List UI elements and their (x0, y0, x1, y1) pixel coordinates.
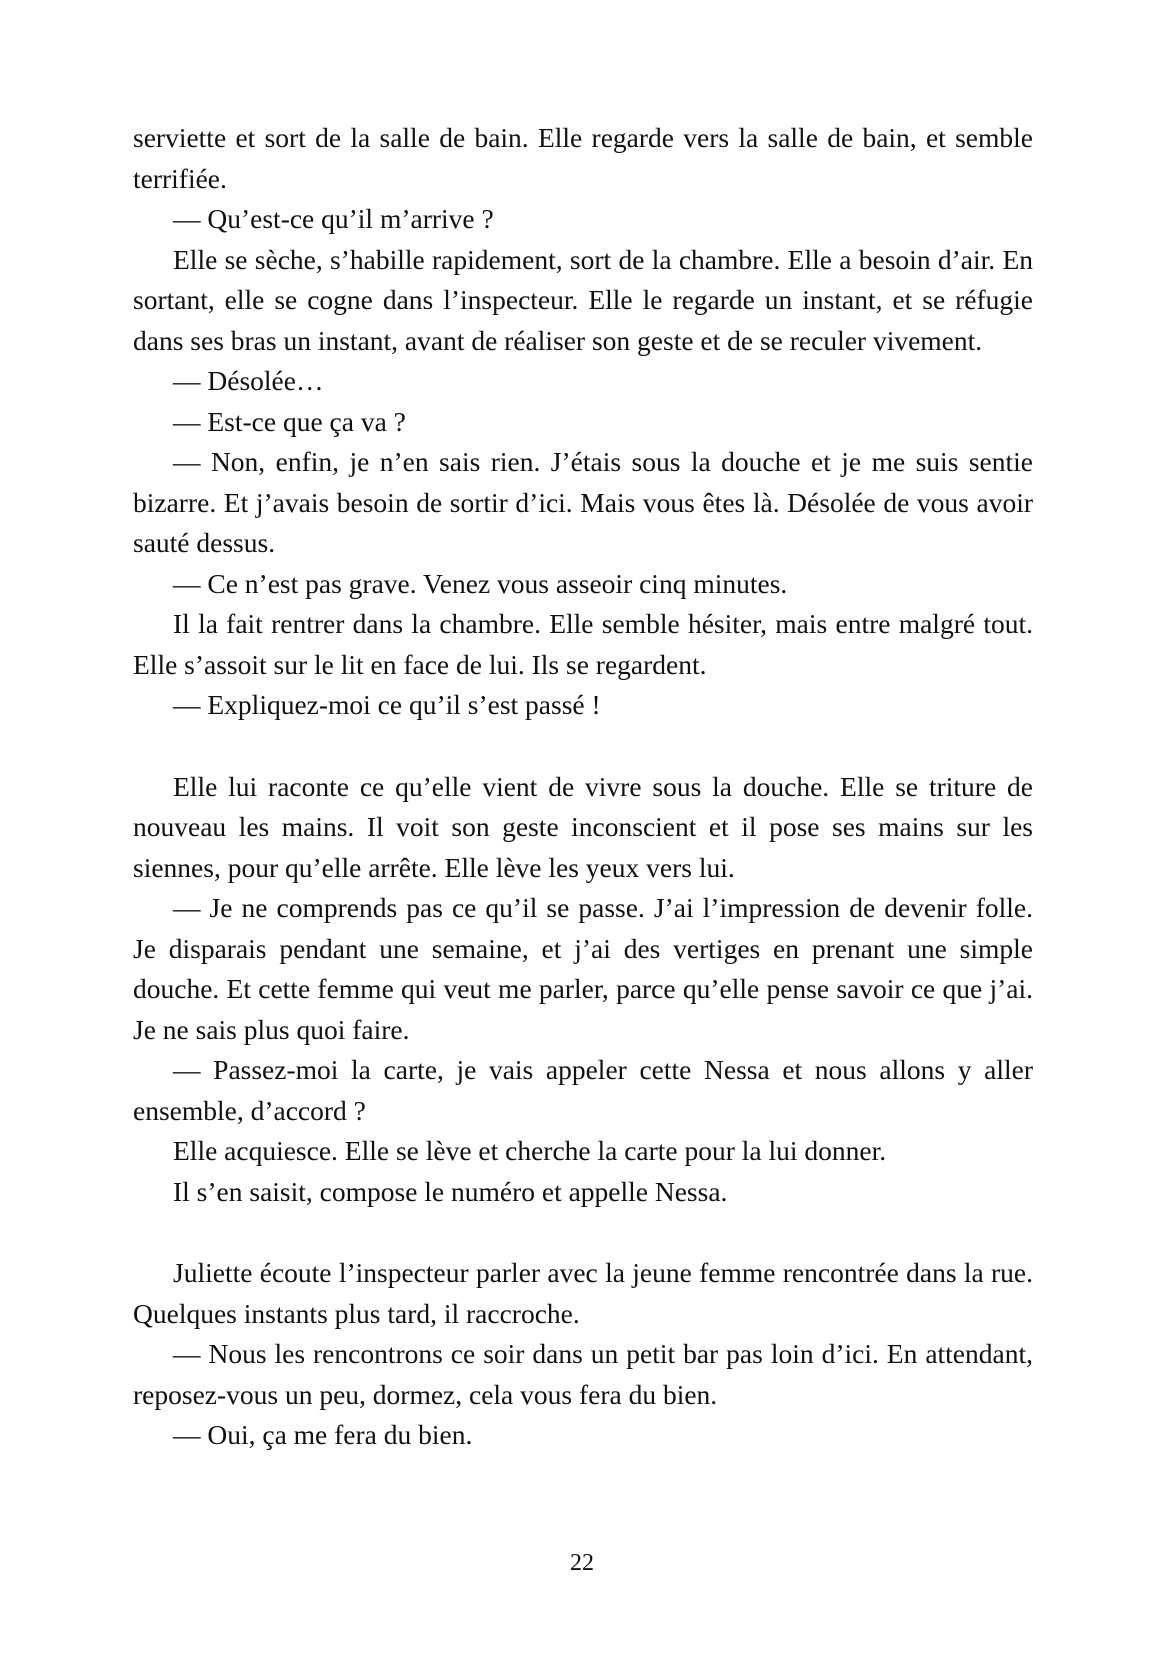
page-number: 22 (570, 1550, 594, 1576)
dialogue-line: — Passez-moi la carte, je vais appeler cette Nessa et nous allons y aller ensemble, d’accord ? (133, 1054, 1033, 1126)
dialogue-line: — Nous les rencontrons ce soir dans un petit bar pas loin d’ici. En attendant, reposez-vous un peu, dormez, cela vous fera du bien. (133, 1338, 1033, 1410)
paragraph: Elle se sèche, s’habille rapidement, sort de la chambre. Elle a besoin d’air. En sortant, elle se cogne dans l’inspecteur. Elle le regarde un instant, et se réfugie dans ses bras un instant, avant de réaliser son geste et de se reculer vivement. (133, 243, 1033, 356)
paragraph: Il la fait rentrer dans la chambre. Elle semble hésiter, mais entre malgré tout. Elle s’assoit sur le lit en face de lui. Ils se regardent. (133, 608, 1033, 680)
dialogue-line: — Qu’est-ce qu’il m’arrive ? (173, 203, 494, 234)
dialogue-line: — Ce n’est pas grave. Venez vous asseoir cinq minutes. (173, 567, 788, 599)
dialogue-line: — Non, enfin, je n’en sais rien. J’étais sous la douche et je me suis sentie bizarre. Et j’avais besoin de sortir d’ici. Mais vous êtes là. Désolée de vous avoir sauté dessus. (133, 446, 1033, 558)
paragraph: Elle acquiesce. Elle se lève et cherche la carte pour la lui donner. (173, 1135, 887, 1166)
page-body (133, 118, 1033, 1456)
paragraph: Elle lui raconte ce qu’elle vient de vivre sous la douche. Elle se triture de nouveau les mains. Il voit son geste inconscient et il pose ses mains sur les siennes, pour qu’elle arrête. Elle lève les yeux vers lui. (133, 770, 1033, 883)
dialogue-line: — Je ne comprends pas ce qu’il se passe. J’ai l’impression de devenir folle. Je disparais pendant une semaine, et j’ai des vertiges en prenant une simple douche. Et cette femme qui veut me parler, parce qu’elle pense savoir ce que j’ai. Je ne sais plus quoi faire. (133, 892, 1033, 1045)
paragraph: serviette et sort de la salle de bain. Elle regarde vers la salle de bain, et semble terrifiée. (133, 122, 1033, 194)
dialogue-line: — Désolée… (173, 365, 324, 396)
dialogue-line: — Est-ce que ça va ? (173, 405, 406, 437)
dialogue-line: — Expliquez-moi ce qu’il s’est passé ! (173, 689, 601, 720)
paragraph: Juliette écoute l’inspecteur parler avec la jeune femme rencontrée dans la rue. Quelques instants plus tard, il raccroche. (133, 1257, 1033, 1329)
paragraph: Il s’en saisit, compose le numéro et appelle Nessa. (173, 1175, 728, 1207)
dialogue-line: — Oui, ça me fera du bien. (173, 1419, 473, 1450)
